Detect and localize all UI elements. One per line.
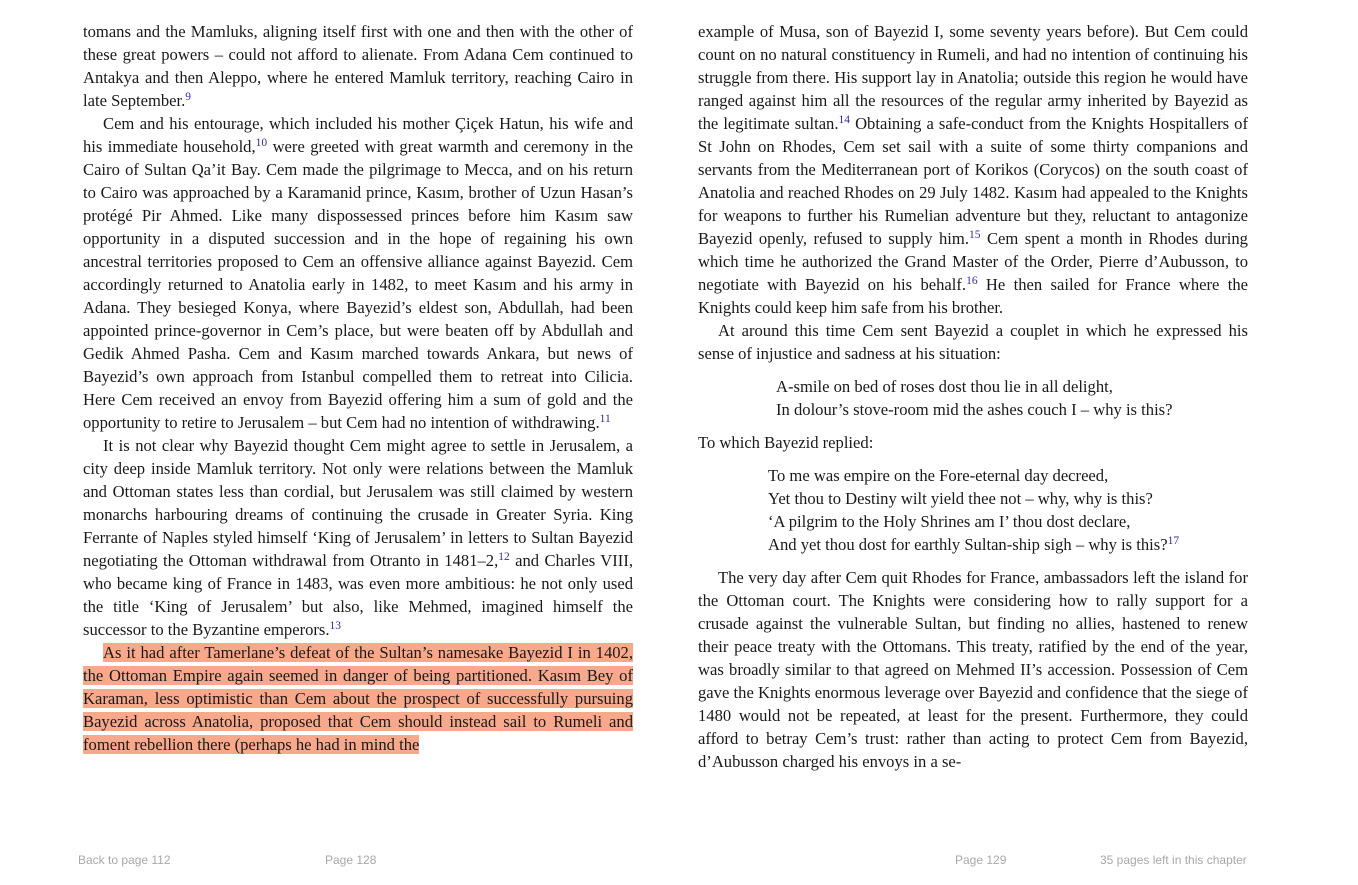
footnote-link[interactable]: 15 — [968, 229, 981, 241]
paragraph — [698, 319, 1248, 365]
paragraph-text: The very day after Cem quit Rhodes for France, ambassadors left the island for the Ottoman court. The Knights were considering how to rally support for a crusade against the vulnerable Sultan, but finding no allies, hastened to renew their peace treaty with the Ottomans. This treaty, ratified by the end of the year, was broadly similar to that agreed on Mehmed II’s accession. Possession of Cem gave the Knights enormous leverage over Bayezid and confidence that the siege of 1480 would not be repeated, at least for the present. Furthermore, they could afford to betray Cem’s trust: rather than acting to protect Cem from Bayezid, d’Aubusson charged his envoys in a se- — [698, 568, 1248, 771]
verse-line: A-smile on bed of roses dost thou lie in all delight, — [776, 377, 1113, 396]
verse-block — [698, 375, 1248, 421]
paragraph-text: tomans and the Mamluks, aligning itself first with one and then with the other of these great powers – could not afford to alienate. From Adana Cem continued to Antakya and then Aleppo, where he entered Mamluk territory, reaching Cairo in late September. — [83, 22, 633, 110]
paragraph — [698, 431, 1248, 454]
paragraph-text: and Charles VIII, who became king of France in 1483, was even more ambitious: he not only used the title ‘King of Jerusalem’ but also, like Mehmed, imagined himself the successor to the Byzantine emperors. — [83, 551, 633, 639]
footnote-link[interactable]: 16 — [966, 275, 978, 287]
right-page — [698, 20, 1248, 773]
verse-block — [698, 464, 1248, 556]
verse-line: To me was empire on the Fore-eternal day decreed, — [768, 466, 1109, 485]
verse-line: ‘A pilgrim to the Holy Shrines am I’ thou dost declare, — [768, 512, 1131, 531]
paragraph-text: He then sailed for France where the Knights could keep him safe from his brother. — [698, 275, 1249, 317]
highlighted-paragraph — [83, 641, 633, 756]
footnote-link[interactable]: 12 — [498, 551, 510, 563]
paragraph-text: example of Musa, son of Bayezid I, some seventy years before). But Cem could count on no natural constituency in Rumeli, and had no intention of continuing his struggle from there. His support lay in Anatolia; outside this region he would have ranged against him all the resources of the regular army inherited by Bayezid as the legitimate sultan. — [698, 22, 1248, 133]
paragraph-text: It is not clear why Bayezid thought Cem might agree to settle in Jerusalem, a city deep inside Mamluk territory. Not only were relations between the Mamluk and Ottoman states less than cordial, but Jerusalem was still claimed by western monarchs harbouring dreams of continuing the crusade in Greater Syria. King Ferrante of Naples styled himself ‘King of Jerusalem’ in letters to Sultan Bayezid negotiating the Ottoman withdrawal from Otranto in 1481–2, — [83, 436, 633, 570]
left-page — [83, 20, 633, 756]
footnote-link[interactable]: 13 — [329, 620, 342, 632]
footnote-link[interactable]: 11 — [599, 413, 611, 425]
verse-line-text: And yet thou dost for earthly Sultan-ship sigh – why is this? — [768, 535, 1168, 554]
back-to-page-link[interactable]: Back to page 112 — [78, 853, 171, 867]
paragraph-text: Obtaining a safe-conduct from the Knights Hospitallers of St John on Rhodes, Cem set sail with a suite of some thirty companions and servants from the Mediterranean port of Korikos (Corycos) on the south coast of Anatolia and reached Rhodes on 29 July 1482. Kasım had appealed to the Knights for weapons to further his Rumelian adventure but they, reluctant to antagonize Bayezid openly, refused to supply him. — [698, 114, 1248, 248]
footnote-link[interactable]: 17 — [1167, 535, 1180, 547]
paragraph-text: To which Bayezid replied: — [698, 433, 874, 452]
paragraph-text: Cem and his entourage, which included his mother Çiçek Hatun, his wife and his immediate household, — [83, 114, 633, 156]
footnote-link[interactable]: 10 — [255, 137, 268, 149]
footnote-link[interactable]: 9 — [185, 91, 192, 103]
verse-line: Yet thou to Destiny wilt yield thee not – why, why is this? — [768, 489, 1153, 508]
paragraph-text: were greeted with great warmth and ceremony in the Cairo of Sultan Qa’it Bay. Cem made the pilgrimage to Mecca, and on his return to Cairo was approached by a Karamanid prince, Kasım, brother of Uzun Hasan’s protégé Pir Ahmed. Like many dispossessed princes before him Kasım saw opportunity in a disputed succession and in the hope of regaining his own ancestral territories proposed to Cem an offensive alliance against Bayezid. Cem accordingly returned to Anatolia early in 1482, to meet Kasım and his army in Adana. They besieged Konya, where Bayezid’s eldest son, Abdullah, had been appointed prince-governor in Cem’s place, but were beaten off by Abdullah and Gedik Ahmed Pasha. Cem and Kasım marched towards Ankara, but news of Bayezid’s own approach from Istanbul compelled them to retreat into Cilicia. Here Cem received an envoy from Bayezid offering him a sum of gold and the opportunity to retire to Jerusalem – but Cem had no intention of withdrawing. — [83, 137, 634, 432]
right-page-number: Page 129 — [955, 853, 1007, 867]
paragraph-text: At around this time Cem sent Bayezid a couplet in which he expressed his sense of injustice and sadness at his situation: — [698, 321, 1248, 363]
highlighted-text[interactable]: As it had after Tamerlane’s defeat of the Sultan’s namesake Bayezid I in 1402, the Ottoman Empire again seemed in danger of being partitioned. Kasım Bey of Karaman, less optimistic than Cem about the prospect of successfully pursuing Bayezid across Anatolia, proposed that Cem should instead sail to Rumeli and foment rebellion there (perhaps he had in mind the — [83, 643, 633, 754]
pages-left-indicator: 35 pages left in this chapter — [1100, 853, 1247, 867]
paragraph-text: Cem spent a month in Rhodes during which time he authorized the Grand Master of the Order, Pierre d’Aubusson, to negotiate with Bayezid on his behalf. — [698, 229, 1248, 294]
paragraph — [83, 20, 633, 112]
paragraph — [698, 566, 1248, 773]
footnote-link[interactable]: 14 — [838, 114, 851, 126]
verse-line — [698, 533, 1248, 556]
left-page-number: Page 128 — [325, 853, 377, 867]
verse-line: In dolour’s stove-room mid the ashes couch I – why is this? — [776, 400, 1173, 419]
paragraph — [698, 20, 1248, 319]
paragraph — [83, 434, 633, 641]
paragraph — [83, 112, 633, 434]
